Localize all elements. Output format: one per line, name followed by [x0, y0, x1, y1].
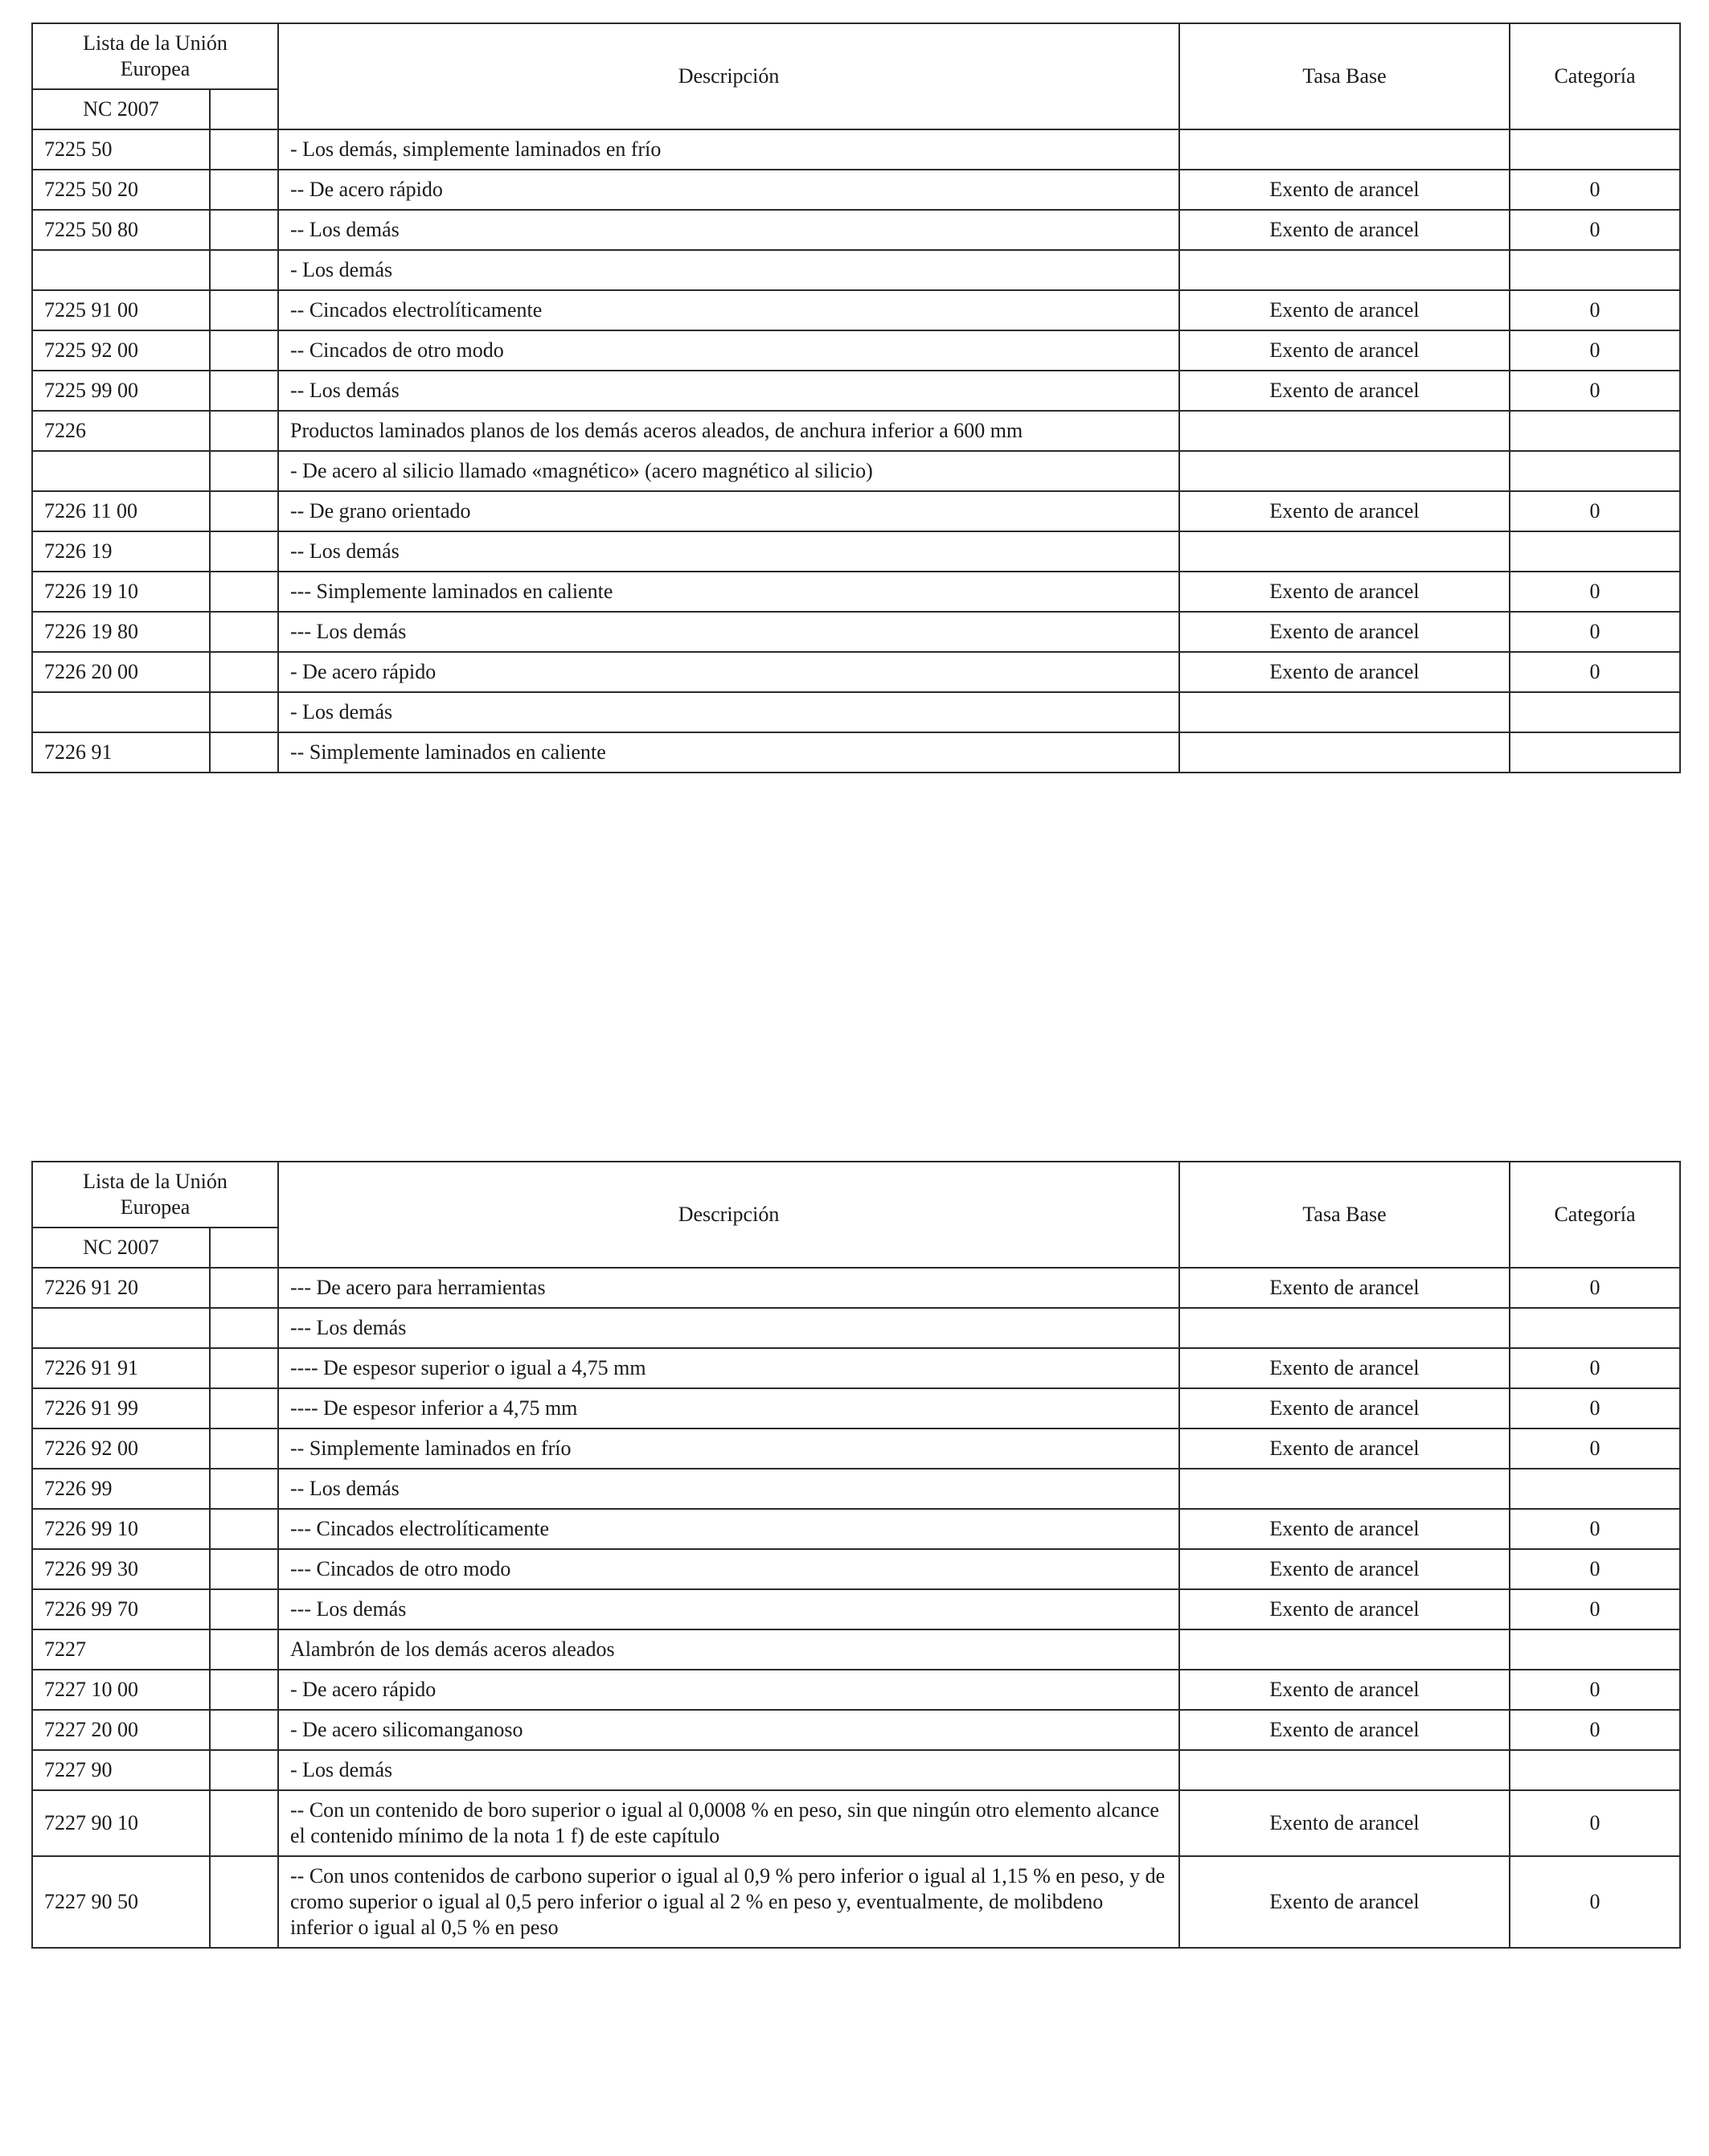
category-cell	[1510, 1629, 1680, 1670]
subcode-cell	[210, 1629, 278, 1670]
header-list-line2: Europea	[120, 1195, 191, 1219]
description-cell: - De acero al silicio llamado «magnético» (acero magnético al silicio)	[278, 451, 1179, 491]
header-nc-2007: NC 2007	[32, 1228, 210, 1268]
description-cell: -- Los demás	[278, 531, 1179, 572]
description-cell: ---- De espesor superior o igual a 4,75 mm	[278, 1348, 1179, 1388]
subcode-cell	[210, 692, 278, 732]
base-rate-cell	[1179, 1469, 1510, 1509]
header-description: Descripción	[278, 23, 1179, 129]
subcode-cell	[210, 1856, 278, 1948]
base-rate-cell: Exento de arancel	[1179, 652, 1510, 692]
category-cell: 0	[1510, 1710, 1680, 1750]
cn-code-cell: 7225 92 00	[32, 330, 210, 371]
table-row	[32, 1589, 1680, 1629]
table-row	[32, 1750, 1680, 1790]
subcode-cell	[210, 451, 278, 491]
subcode-cell	[210, 612, 278, 652]
cn-code-cell: 7225 50 20	[32, 170, 210, 210]
description-cell: -- Simplemente laminados en caliente	[278, 732, 1179, 773]
subcode-cell	[210, 1750, 278, 1790]
table-row	[32, 1509, 1680, 1549]
description-cell: -- De grano orientado	[278, 491, 1179, 531]
table-row	[32, 572, 1680, 612]
cn-code-cell: 7227 90	[32, 1750, 210, 1790]
base-rate-cell: Exento de arancel	[1179, 1589, 1510, 1629]
subcode-cell	[210, 1268, 278, 1308]
category-cell: 0	[1510, 330, 1680, 371]
table-row	[32, 250, 1680, 290]
header-category: Categoría	[1510, 1162, 1680, 1268]
description-cell: --- Los demás	[278, 1308, 1179, 1348]
base-rate-cell	[1179, 250, 1510, 290]
description-cell: ---- De espesor inferior a 4,75 mm	[278, 1388, 1179, 1428]
base-rate-cell	[1179, 129, 1510, 170]
description-cell: -- Cincados electrolíticamente	[278, 290, 1179, 330]
base-rate-cell: Exento de arancel	[1179, 1710, 1510, 1750]
table-row	[32, 1629, 1680, 1670]
subcode-cell	[210, 1308, 278, 1348]
base-rate-cell	[1179, 1308, 1510, 1348]
description-cell: --- Simplemente laminados en caliente	[278, 572, 1179, 612]
base-rate-cell: Exento de arancel	[1179, 1428, 1510, 1469]
category-cell	[1510, 692, 1680, 732]
base-rate-cell: Exento de arancel	[1179, 612, 1510, 652]
base-rate-cell: Exento de arancel	[1179, 1549, 1510, 1589]
header-row	[32, 23, 1680, 89]
cn-code-cell: 7227 90 10	[32, 1790, 210, 1856]
description-cell: -- Los demás	[278, 1469, 1179, 1509]
category-cell: 0	[1510, 210, 1680, 250]
cn-code-cell: 7226 91 20	[32, 1268, 210, 1308]
base-rate-cell	[1179, 692, 1510, 732]
header-list-eu	[32, 23, 278, 89]
description-cell: - De acero rápido	[278, 1670, 1179, 1710]
header-list-line1: Lista de la Unión	[83, 1170, 227, 1193]
category-cell: 0	[1510, 290, 1680, 330]
subcode-cell	[210, 170, 278, 210]
base-rate-cell	[1179, 531, 1510, 572]
base-rate-cell: Exento de arancel	[1179, 210, 1510, 250]
table-row	[32, 1428, 1680, 1469]
base-rate-cell: Exento de arancel	[1179, 1856, 1510, 1948]
base-rate-cell	[1179, 451, 1510, 491]
subcode-cell	[210, 411, 278, 451]
table-row	[32, 210, 1680, 250]
cn-code-cell: 7226 92 00	[32, 1428, 210, 1469]
category-cell: 0	[1510, 652, 1680, 692]
subcode-cell	[210, 1509, 278, 1549]
table-row	[32, 290, 1680, 330]
table-row	[32, 371, 1680, 411]
description-cell: - Los demás	[278, 250, 1179, 290]
category-cell: 0	[1510, 1589, 1680, 1629]
header-base-rate: Tasa Base	[1179, 1162, 1510, 1268]
base-rate-cell	[1179, 732, 1510, 773]
category-cell	[1510, 411, 1680, 451]
category-cell: 0	[1510, 1268, 1680, 1308]
category-cell	[1510, 732, 1680, 773]
header-empty-cell	[210, 1228, 278, 1268]
category-cell	[1510, 1308, 1680, 1348]
description-cell: -- Cincados de otro modo	[278, 330, 1179, 371]
category-cell: 0	[1510, 572, 1680, 612]
cn-code-cell: 7225 50	[32, 129, 210, 170]
header-empty-cell	[210, 89, 278, 129]
base-rate-cell: Exento de arancel	[1179, 1509, 1510, 1549]
subcode-cell	[210, 330, 278, 371]
base-rate-cell: Exento de arancel	[1179, 1790, 1510, 1856]
base-rate-cell: Exento de arancel	[1179, 290, 1510, 330]
table-row	[32, 1308, 1680, 1348]
category-cell	[1510, 1750, 1680, 1790]
subcode-cell	[210, 531, 278, 572]
subcode-cell	[210, 250, 278, 290]
description-cell: -- Con un contenido de boro superior o igual al 0,0008 % en peso, sin que ningún otro elemento alcance el contenido mínimo de la nota 1 f) de este capítulo	[278, 1790, 1179, 1856]
table-row	[32, 652, 1680, 692]
cn-code-cell: 7227 10 00	[32, 1670, 210, 1710]
category-cell: 0	[1510, 1348, 1680, 1388]
cn-code-cell: 7226 91	[32, 732, 210, 773]
cn-code-cell: 7226 99 70	[32, 1589, 210, 1629]
table-row	[32, 330, 1680, 371]
base-rate-cell: Exento de arancel	[1179, 1670, 1510, 1710]
category-cell	[1510, 531, 1680, 572]
subcode-cell	[210, 1549, 278, 1589]
subcode-cell	[210, 1469, 278, 1509]
cn-code-cell: 7226 19 80	[32, 612, 210, 652]
description-cell: -- Los demás	[278, 371, 1179, 411]
table-2-body	[32, 1162, 1680, 1948]
table-row	[32, 1790, 1680, 1856]
base-rate-cell: Exento de arancel	[1179, 1348, 1510, 1388]
header-list-line2: Europea	[120, 57, 191, 80]
description-cell: --- Cincados de otro modo	[278, 1549, 1179, 1589]
subcode-cell	[210, 1428, 278, 1469]
header-category: Categoría	[1510, 23, 1680, 129]
cn-code-cell: 7225 99 00	[32, 371, 210, 411]
cn-code-cell: 7227 90 50	[32, 1856, 210, 1948]
cn-code-cell: 7226 20 00	[32, 652, 210, 692]
subcode-cell	[210, 1589, 278, 1629]
table-row	[32, 1856, 1680, 1948]
table-row	[32, 1549, 1680, 1589]
cn-code-cell	[32, 692, 210, 732]
subcode-cell	[210, 290, 278, 330]
table-row	[32, 491, 1680, 531]
table-1-body	[32, 23, 1680, 773]
category-cell: 0	[1510, 1509, 1680, 1549]
cn-code-cell: 7226 99 30	[32, 1549, 210, 1589]
cn-code-cell: 7225 50 80	[32, 210, 210, 250]
description-cell: - De acero rápido	[278, 652, 1179, 692]
description-cell: --- Los demás	[278, 612, 1179, 652]
subcode-cell	[210, 129, 278, 170]
description-cell: Alambrón de los demás aceros aleados	[278, 1629, 1179, 1670]
cn-code-cell: 7226 99	[32, 1469, 210, 1509]
table-row	[32, 531, 1680, 572]
base-rate-cell: Exento de arancel	[1179, 1388, 1510, 1428]
table-row	[32, 1268, 1680, 1308]
category-cell	[1510, 1469, 1680, 1509]
category-cell: 0	[1510, 1388, 1680, 1428]
cn-code-cell	[32, 250, 210, 290]
category-cell: 0	[1510, 1856, 1680, 1948]
base-rate-cell: Exento de arancel	[1179, 330, 1510, 371]
description-cell: - Los demás	[278, 1750, 1179, 1790]
category-cell: 0	[1510, 1790, 1680, 1856]
category-cell	[1510, 451, 1680, 491]
category-cell	[1510, 129, 1680, 170]
table-row	[32, 1670, 1680, 1710]
base-rate-cell: Exento de arancel	[1179, 170, 1510, 210]
description-cell: --- Los demás	[278, 1589, 1179, 1629]
category-cell: 0	[1510, 170, 1680, 210]
base-rate-cell: Exento de arancel	[1179, 491, 1510, 531]
category-cell: 0	[1510, 491, 1680, 531]
base-rate-cell	[1179, 411, 1510, 451]
tariff-table-2	[31, 1161, 1681, 1949]
subcode-cell	[210, 1388, 278, 1428]
header-base-rate: Tasa Base	[1179, 23, 1510, 129]
cn-code-cell: 7227	[32, 1629, 210, 1670]
header-nc-2007: NC 2007	[32, 89, 210, 129]
category-cell: 0	[1510, 1670, 1680, 1710]
header-description: Descripción	[278, 1162, 1179, 1268]
category-cell	[1510, 250, 1680, 290]
cn-code-cell: 7226 11 00	[32, 491, 210, 531]
base-rate-cell: Exento de arancel	[1179, 1268, 1510, 1308]
subcode-cell	[210, 572, 278, 612]
table-row	[32, 1388, 1680, 1428]
base-rate-cell	[1179, 1629, 1510, 1670]
table-row	[32, 1348, 1680, 1388]
description-cell: --- Cincados electrolíticamente	[278, 1509, 1179, 1549]
tariff-table-1	[31, 23, 1681, 773]
cn-code-cell	[32, 1308, 210, 1348]
header-list-eu	[32, 1162, 278, 1228]
subcode-cell	[210, 210, 278, 250]
table-row	[32, 732, 1680, 773]
description-cell: -- Los demás	[278, 210, 1179, 250]
base-rate-cell: Exento de arancel	[1179, 371, 1510, 411]
table-row	[32, 129, 1680, 170]
category-cell: 0	[1510, 1428, 1680, 1469]
description-cell: -- Simplemente laminados en frío	[278, 1428, 1179, 1469]
subcode-cell	[210, 491, 278, 531]
cn-code-cell: 7226 99 10	[32, 1509, 210, 1549]
subcode-cell	[210, 1670, 278, 1710]
description-cell: -- Con unos contenidos de carbono superior o igual al 0,9 % pero inferior o igual al 1,15 % en peso, y de cromo superior o igual al 0,5 pero inferior o igual al 2 % en peso y, eventualmente, de molibdeno inferior o igual al 0,5 % en peso	[278, 1856, 1179, 1948]
cn-code-cell: 7227 20 00	[32, 1710, 210, 1750]
cn-code-cell: 7226 19	[32, 531, 210, 572]
cn-code-cell: 7226	[32, 411, 210, 451]
table-row	[32, 692, 1680, 732]
description-cell: - Los demás	[278, 692, 1179, 732]
table-row	[32, 451, 1680, 491]
description-cell: - De acero silicomanganoso	[278, 1710, 1179, 1750]
description-cell: Productos laminados planos de los demás aceros aleados, de anchura inferior a 600 mm	[278, 411, 1179, 451]
table-row	[32, 170, 1680, 210]
category-cell: 0	[1510, 371, 1680, 411]
header-row	[32, 1162, 1680, 1228]
description-cell: - Los demás, simplemente laminados en frío	[278, 129, 1179, 170]
subcode-cell	[210, 652, 278, 692]
header-list-line1: Lista de la Unión	[83, 31, 227, 55]
category-cell: 0	[1510, 1549, 1680, 1589]
description-cell: -- De acero rápido	[278, 170, 1179, 210]
table-row	[32, 411, 1680, 451]
base-rate-cell	[1179, 1750, 1510, 1790]
cn-code-cell	[32, 451, 210, 491]
base-rate-cell: Exento de arancel	[1179, 572, 1510, 612]
cn-code-cell: 7226 91 91	[32, 1348, 210, 1388]
table-row	[32, 612, 1680, 652]
cn-code-cell: 7225 91 00	[32, 290, 210, 330]
cn-code-cell: 7226 19 10	[32, 572, 210, 612]
description-cell: --- De acero para herramientas	[278, 1268, 1179, 1308]
cn-code-cell: 7226 91 99	[32, 1388, 210, 1428]
subcode-cell	[210, 732, 278, 773]
table-row	[32, 1469, 1680, 1509]
subcode-cell	[210, 371, 278, 411]
subcode-cell	[210, 1790, 278, 1856]
category-cell: 0	[1510, 612, 1680, 652]
subcode-cell	[210, 1710, 278, 1750]
subcode-cell	[210, 1348, 278, 1388]
table-row	[32, 1710, 1680, 1750]
